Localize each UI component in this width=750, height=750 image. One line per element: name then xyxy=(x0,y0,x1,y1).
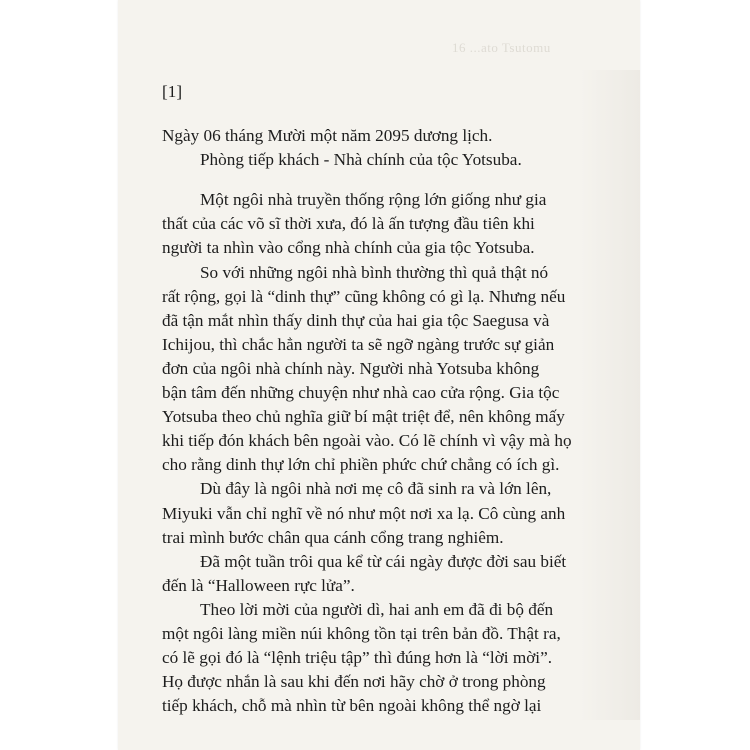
paragraph xyxy=(162,550,602,598)
text-line: Theo lời mời của người dì, hai anh em đã đi bộ đến xyxy=(200,599,554,619)
text-line: Một ngôi nhà truyền thống rộng lớn giống như gia xyxy=(200,190,547,210)
text-line: Yotsuba theo chủ nghĩa giữ bí mật triệt để, nên không mấy xyxy=(162,407,565,427)
text-line: thất của các võ sĩ thời xưa, đó là ấn tượng đầu tiên khi xyxy=(162,214,535,234)
text-line: Ichijou, thì chắc hẳn người ta sẽ ngỡ ngàng trước sự giản xyxy=(162,334,555,354)
text-line: tiếp khách, chỗ mà nhìn từ bên ngoài không thể ngờ lại xyxy=(162,696,542,716)
text-line: Miyuki vẫn chỉ nghĩ về nó như một nơi xa lạ. Cô cùng anh xyxy=(162,503,566,523)
show-through-header: 16 ...ato Tsutomu xyxy=(452,40,551,55)
text-line: một ngôi làng miền núi không tồn tại trên bản đồ. Thật ra, xyxy=(162,623,561,643)
paragraph-gap xyxy=(162,172,602,188)
text-line: khi tiếp đón khách bên ngoài vào. Có lẽ chính vì vậy mà họ xyxy=(162,431,572,451)
text-line: đã tận mắt nhìn thấy dinh thự của hai gia tộc Saegusa và xyxy=(162,310,550,330)
text-line: đơn của ngôi nhà chính này. Người nhà Yotsuba không xyxy=(162,358,540,378)
text-line: có lẽ gọi đó là “lệnh triệu tập” thì đúng hơn là “lời mời”. xyxy=(162,648,553,668)
text-line: người ta nhìn vào cổng nhà chính của gia tộc Yotsuba. xyxy=(162,238,535,258)
text-line: bận tâm đến những chuyện như nhà cao cửa rộng. Gia tộc xyxy=(162,383,560,403)
location-line: Phòng tiếp khách - Nhà chính của tộc Yotsuba. xyxy=(200,150,522,170)
paragraph xyxy=(162,477,602,549)
text-line: rất rộng, gọi là “dinh thự” cũng không có gì lạ. Nhưng nếu xyxy=(162,286,566,306)
paragraph xyxy=(162,261,602,478)
text-line: Dù đây là ngôi nhà nơi mẹ cô đã sinh ra và lớn lên, xyxy=(200,479,552,499)
text-line: Đã một tuần trôi qua kể từ cái ngày được đời sau biết xyxy=(200,551,567,571)
paragraph xyxy=(162,188,602,260)
paragraph xyxy=(162,598,602,718)
page-text xyxy=(162,80,602,718)
date-line: Ngày 06 tháng Mười một năm 2095 dương lịch. xyxy=(162,126,493,146)
text-line: So với những ngôi nhà bình thường thì quả thật nó xyxy=(200,262,549,282)
text-line: cho rằng dinh thự lớn chỉ phiền phức chứ chẳng có ích gì. xyxy=(162,455,560,475)
text-line: đến là “Halloween rực lửa”. xyxy=(162,575,355,595)
text-line: Họ được nhắn là sau khi đến nơi hãy chờ ở trong phòng xyxy=(162,672,546,692)
text-line: trai mình bước chân qua cánh cổng trang nghiêm. xyxy=(162,527,504,547)
footnote-marker: [1] xyxy=(162,82,183,101)
